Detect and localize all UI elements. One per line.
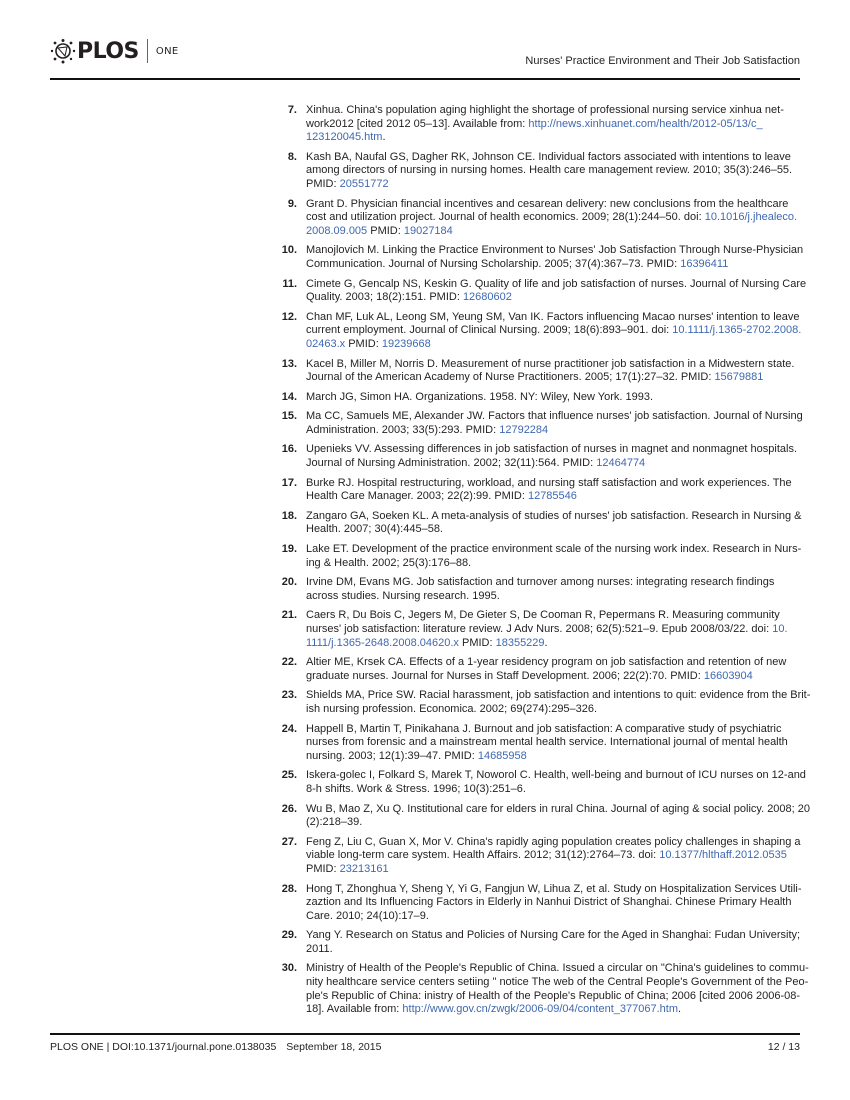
reference-segment: Care. 2010; 24(10):17–9. [306, 909, 429, 922]
reference-line [306, 896, 810, 910]
reference-item [270, 311, 810, 352]
footer-journal-doi: PLOS ONE | DOI:10.1371/journal.pone.0138035 [50, 1041, 277, 1053]
reference-segment: Zangaro GA, Soeken KL. A meta-analysis of studies of nurses' job satisfaction. Research in Nursing & [306, 509, 802, 522]
reference-item [270, 391, 810, 405]
reference-text [306, 723, 810, 764]
plos-one-logo [50, 36, 178, 66]
reference-item [270, 244, 810, 271]
reference-item [270, 803, 810, 830]
reference-number: 11. [282, 277, 297, 290]
reference-item [270, 962, 810, 1016]
reference-line [306, 736, 810, 750]
reference-link[interactable]: 10.1111/j.1365-2702.2008. [672, 324, 802, 337]
reference-line [306, 943, 810, 957]
reference-number: 22. [281, 656, 297, 669]
reference-segment: . [678, 1003, 682, 1016]
reference-link[interactable]: 10. [772, 623, 788, 635]
reference-line [306, 490, 810, 504]
reference-segment: Health. 2007; 30(4):445–58. [306, 523, 443, 536]
reference-line [306, 769, 810, 783]
reference-line [306, 962, 810, 976]
reference-segment: . [382, 131, 386, 144]
reference-link[interactable]: 18355229 [495, 636, 545, 649]
reference-segment: Grant D. Physician financial incentives and cesarean delivery: new conclusions from the healthcare [306, 197, 789, 210]
reference-line [306, 258, 810, 272]
reference-text [306, 410, 810, 437]
reference-line [306, 278, 810, 292]
reference-number: 13. [281, 357, 297, 370]
reference-segment: Wu B, Mao Z, Xu Q. Institutional care for elders in rural China. Journal of aging & social policy. 2008; 20 [306, 802, 811, 815]
logo-divider [147, 39, 148, 63]
reference-segment: current employment. Journal of Clinical Nursing. 2009; 18(6):893–901. doi: [306, 324, 673, 337]
reference-link[interactable]: 19239668 [381, 337, 431, 350]
reference-segment: zaztion and Its Influencing Factors in Elderly in Nanhui District of Shanghai. Chinese Primary Health [306, 896, 792, 909]
reference-text [306, 929, 810, 956]
reference-link[interactable]: 19027184 [403, 224, 453, 237]
reference-segment: PMID: [306, 177, 340, 190]
reference-line [306, 477, 810, 491]
reference-text [306, 391, 810, 405]
reference-link[interactable]: http://news.xinhuanet.com/health/2012-05/13/c_ [528, 117, 763, 130]
reference-line [306, 609, 810, 623]
reference-line [306, 723, 810, 737]
reference-line [306, 623, 810, 637]
reference-segment: PMID: [345, 337, 382, 350]
reference-segment: 2011. [306, 942, 333, 955]
reference-segment: March JG, Simon HA. Organizations. 1958. NY: Wiley, New York. 1993. [306, 390, 654, 403]
reference-line [306, 324, 810, 338]
reference-line [306, 910, 810, 924]
reference-text [306, 104, 810, 145]
reference-line [306, 211, 810, 225]
reference-text [306, 962, 810, 1016]
reference-line [306, 443, 810, 457]
reference-line [306, 803, 810, 817]
reference-line [306, 311, 810, 325]
reference-item [270, 104, 810, 145]
reference-segment: Journal of the American Academy of Nurse Practitioners. 2005; 17(1):27–32. PMID: [306, 371, 715, 384]
reference-number: 7. [287, 104, 297, 116]
reference-line [306, 291, 810, 305]
reference-number: 14. [281, 390, 297, 403]
reference-number: 20. [281, 576, 297, 589]
reference-line [306, 391, 810, 405]
reference-line [306, 371, 810, 385]
reference-line [306, 358, 810, 372]
reference-line [306, 457, 810, 471]
reference-number: 18. [281, 509, 297, 522]
page-number: 12 / 13 [767, 1041, 800, 1053]
reference-segment: Altier ME, Krsek CA. Effects of a 1-year residency program on job satisfaction and retention of new [306, 656, 787, 669]
reference-number: 24. [281, 722, 297, 735]
reference-segment: viable long-term care system. Health Affairs. 2012; 31(12):2764–73. doi: [306, 849, 660, 862]
reference-line [306, 225, 810, 239]
reference-line [306, 131, 810, 145]
reference-item [270, 278, 810, 305]
reference-link[interactable]: 14685958 [477, 749, 527, 762]
reference-line [306, 783, 810, 797]
reference-segment: across studies. Nursing research. 1995. [306, 589, 500, 602]
logo-suffix: ONE [155, 45, 179, 57]
reference-list [270, 104, 810, 1023]
reference-text [306, 477, 810, 504]
reference-text [306, 311, 810, 352]
reference-segment: among directors of nursing in nursing homes. Health care management review. 2010; 35(3):246–55. [306, 164, 793, 177]
reference-line [306, 338, 810, 352]
reference-segment: nurses from forensic and a mainstream mental health service. International journal of mental health [306, 736, 788, 749]
reference-item [270, 836, 810, 877]
reference-line [306, 1003, 810, 1017]
reference-segment: Feng Z, Liu C, Guan X, Mor V. China's rapidly aging population creates policy challenges in shaping a [306, 835, 801, 848]
reference-segment: Health Care Manager. 2003; 22(2):99. PMID: [306, 490, 528, 503]
reference-line [306, 510, 810, 524]
reference-link[interactable]: 1111/j.1365-2648.2008.04620.x [306, 636, 459, 649]
reference-segment: PMID: [306, 862, 340, 875]
reference-link[interactable]: 123120045.htm [306, 131, 383, 144]
reference-segment: ish nursing profession. Economica. 2002; 69(274):295–326. [306, 702, 598, 715]
reference-link[interactable]: 02463.x [306, 337, 346, 350]
reference-text [306, 510, 810, 537]
reference-number: 15. [281, 410, 297, 423]
reference-segment: Manojlovich M. Linking the Practice Environment to Nurses' Job Satisfaction Through Nurse-Physician [306, 244, 804, 257]
reference-item [270, 883, 810, 924]
reference-text [306, 543, 810, 570]
reference-item [270, 443, 810, 470]
reference-segment: ple's Republic of China: inistry of Health of the People's Republic of China; 2006 [cited 2006 2006-08- [306, 989, 801, 1002]
reference-link[interactable]: 15679881 [714, 371, 764, 384]
reference-line [306, 656, 810, 670]
reference-item [270, 609, 810, 650]
reference-line [306, 118, 810, 132]
reference-text [306, 656, 810, 683]
reference-number: 25. [281, 769, 297, 782]
reference-line [306, 410, 810, 424]
reference-number: 12. [281, 310, 297, 323]
reference-number: 21. [281, 609, 297, 622]
reference-item [270, 410, 810, 437]
reference-segment: PMID: [367, 224, 404, 237]
reference-line [306, 703, 810, 717]
reference-number: 10. [281, 244, 297, 257]
reference-item [270, 769, 810, 796]
reference-line [306, 557, 810, 571]
reference-segment: Lake ET. Development of the practice environment scale of the nursing work index. Research in Nurs- [306, 543, 802, 556]
reference-link[interactable]: 10.1377/hlthaff.2012.0535 [659, 849, 787, 862]
reference-segment: cost and utilization project. Journal of health economics. 2009; 28(1):244–50. doi: [306, 211, 705, 224]
reference-segment: Hong T, Zhonghua Y, Sheng Y, Yi G, Fangjun W, Lihua Z, et al. Study on Hospitalization Services Utili- [306, 882, 802, 895]
reference-segment: 8-h shifts. Work & Stress. 1996; 10(3):251–6. [306, 782, 526, 795]
reference-line [306, 178, 810, 192]
reference-segment: Kash BA, Naufal GS, Dagher RK, Johnson CE. Individual factors associated with intentions to leave [306, 150, 791, 163]
plos-logo-icon [50, 38, 76, 64]
reference-line [306, 576, 810, 590]
reference-link[interactable]: 2008.09.005 [306, 224, 368, 237]
reference-number: 27. [281, 835, 297, 848]
reference-text [306, 198, 810, 239]
reference-item [270, 656, 810, 683]
reference-item [270, 576, 810, 603]
reference-number: 26. [281, 802, 297, 815]
reference-line [306, 836, 810, 850]
footer-citation [50, 1041, 381, 1053]
reference-text [306, 358, 810, 385]
reference-segment: Burke RJ. Hospital restructuring, workload, and nursing staff satisfaction and work experiences. The [306, 476, 792, 489]
reference-number: 30. [281, 962, 297, 975]
reference-line [306, 929, 810, 943]
reference-link[interactable]: 16603904 [703, 669, 753, 682]
reference-line [306, 244, 810, 258]
reference-item [270, 689, 810, 716]
reference-item [270, 510, 810, 537]
reference-text [306, 689, 810, 716]
reference-segment: Chan MF, Luk AL, Leong SM, Yeung SM, Van IK. Factors influencing Macao nurses' intention to leave [306, 310, 800, 323]
footer-date: September 18, 2015 [286, 1041, 382, 1053]
reference-segment: Upenieks VV. Assessing differences in job satisfaction of nurses in magnet and nonmagnet hospitals. [306, 443, 798, 456]
reference-text [306, 609, 810, 650]
reference-segment: (2):218–39. [306, 816, 363, 829]
reference-line [306, 104, 810, 118]
reference-line [306, 990, 810, 1004]
reference-line [306, 976, 810, 990]
reference-segment: work2012 [cited 2012 05–13]. Available from: [306, 117, 529, 130]
reference-item [270, 358, 810, 385]
reference-number: 16. [281, 443, 297, 456]
page-header [50, 34, 800, 78]
reference-link[interactable]: 12680602 [462, 291, 512, 304]
reference-segment: 18]. Available from: [306, 1003, 403, 1016]
reference-link[interactable]: http://www.gov.cn/zwgk/2006-09/04/content_377067.htm [402, 1003, 678, 1016]
reference-line [306, 863, 810, 877]
reference-link[interactable]: 12785546 [527, 490, 577, 503]
reference-text [306, 836, 810, 877]
reference-segment: nity healthcare service centers setiing " notice The web of the Central People's Government of the Peo- [306, 976, 809, 989]
reference-segment: PMID: [458, 636, 496, 649]
reference-segment: graduate nurses. Journal for Nurses in Staff Development. 2006; 22(2):70. PMID: [306, 669, 704, 682]
reference-text [306, 278, 810, 305]
reference-link[interactable]: 23213161 [339, 862, 389, 875]
reference-link[interactable]: 16396411 [680, 257, 729, 270]
reference-line [306, 590, 810, 604]
reference-number: 23. [281, 689, 297, 702]
reference-line [306, 543, 810, 557]
reference-line [306, 198, 810, 212]
reference-segment: ing & Health. 2002; 25(3):176–88. [306, 556, 472, 569]
reference-item [270, 198, 810, 239]
footer-rule [50, 1033, 800, 1035]
reference-line [306, 689, 810, 703]
reference-item [270, 477, 810, 504]
reference-link[interactable]: 10.1016/j.jhealeco. [704, 211, 798, 224]
reference-segment: nursing. 2003; 12(1):39–47. PMID: [306, 749, 478, 762]
reference-item [270, 543, 810, 570]
reference-text [306, 443, 810, 470]
reference-segment: nurses' job satisfaction: literature review. J Adv Nurs. 2008; 62(5):521–9. Epub 2008/03/22. doi: [306, 623, 773, 635]
reference-segment: Shields MA, Price SW. Racial harassment, job satisfaction and intentions to quit: evidence from the Brit- [306, 689, 811, 702]
reference-item [270, 929, 810, 956]
reference-line [306, 523, 810, 537]
reference-segment: Ma CC, Samuels ME, Alexander JW. Factors that influence nurses' job satisfaction. Journal of Nursing [306, 410, 803, 423]
reference-segment: Ministry of Health of the People's Republic of China. Issued a circular on "China's guidelines to commu- [306, 962, 809, 975]
reference-segment: Xinhua. China's population aging highlight the shortage of professional nursing service xinhua net- [306, 104, 784, 116]
reference-segment: Irvine DM, Evans MG. Job satisfaction and turnover among nurses: integrating research findings [306, 576, 775, 589]
reference-line [306, 849, 810, 863]
reference-text [306, 244, 810, 271]
reference-text [306, 151, 810, 192]
reference-segment: Iskera-golec I, Folkard S, Marek T, Noworol C. Health, well-being and burnout of ICU nurses on 12-and [306, 769, 806, 782]
reference-number: 19. [281, 543, 297, 556]
reference-segment: Quality. 2003; 18(2):151. PMID: [306, 291, 463, 304]
logo-wordmark: PLOS [77, 38, 139, 64]
running-title: Nurses' Practice Environment and Their Job Satisfaction [525, 55, 800, 67]
reference-item [270, 723, 810, 764]
reference-segment: Journal of Nursing Administration. 2002; 32(11):564. PMID: [306, 457, 597, 470]
reference-segment: Caers R, Du Bois C, Jegers M, De Gieter S, De Cooman R, Pepermans R. Measuring community [306, 609, 780, 622]
reference-number: 17. [281, 476, 297, 489]
reference-line [306, 670, 810, 684]
reference-link[interactable]: 12464774 [596, 457, 646, 470]
reference-line [306, 816, 810, 830]
reference-text [306, 769, 810, 796]
reference-link[interactable]: 12792284 [499, 423, 549, 436]
reference-line [306, 164, 810, 178]
reference-link[interactable]: 20551772 [339, 177, 389, 190]
reference-segment: . [544, 636, 548, 649]
reference-segment: Yang Y. Research on Status and Policies of Nursing Care for the Aged in Shanghai: Fudan University; [306, 929, 801, 942]
reference-line [306, 883, 810, 897]
header-rule [50, 78, 800, 80]
reference-line [306, 151, 810, 165]
reference-text [306, 803, 810, 830]
reference-number: 9. [287, 197, 297, 210]
reference-line [306, 750, 810, 764]
reference-segment: Cimete G, Gencalp NS, Keskin G. Quality of life and job satisfaction of nurses. Journal of Nursing Care [306, 277, 807, 290]
reference-text [306, 576, 810, 603]
reference-segment: Administration. 2003; 33(5):293. PMID: [306, 423, 500, 436]
reference-number: 28. [281, 882, 297, 895]
reference-line [306, 424, 810, 438]
reference-segment: Kacel B, Miller M, Norris D. Measurement of nurse practitioner job satisfaction in a Midwestern state. [306, 357, 795, 370]
reference-number: 29. [281, 929, 297, 942]
reference-number: 8. [287, 150, 297, 163]
reference-text [306, 883, 810, 924]
reference-segment: Happell B, Martin T, Pinikahana J. Burnout and job satisfaction: A comparative study of psychiatric [306, 722, 782, 735]
reference-item [270, 151, 810, 192]
reference-segment: Communication. Journal of Nursing Scholarship. 2005; 37(4):367–73. PMID: [306, 257, 681, 270]
reference-line [306, 637, 810, 651]
